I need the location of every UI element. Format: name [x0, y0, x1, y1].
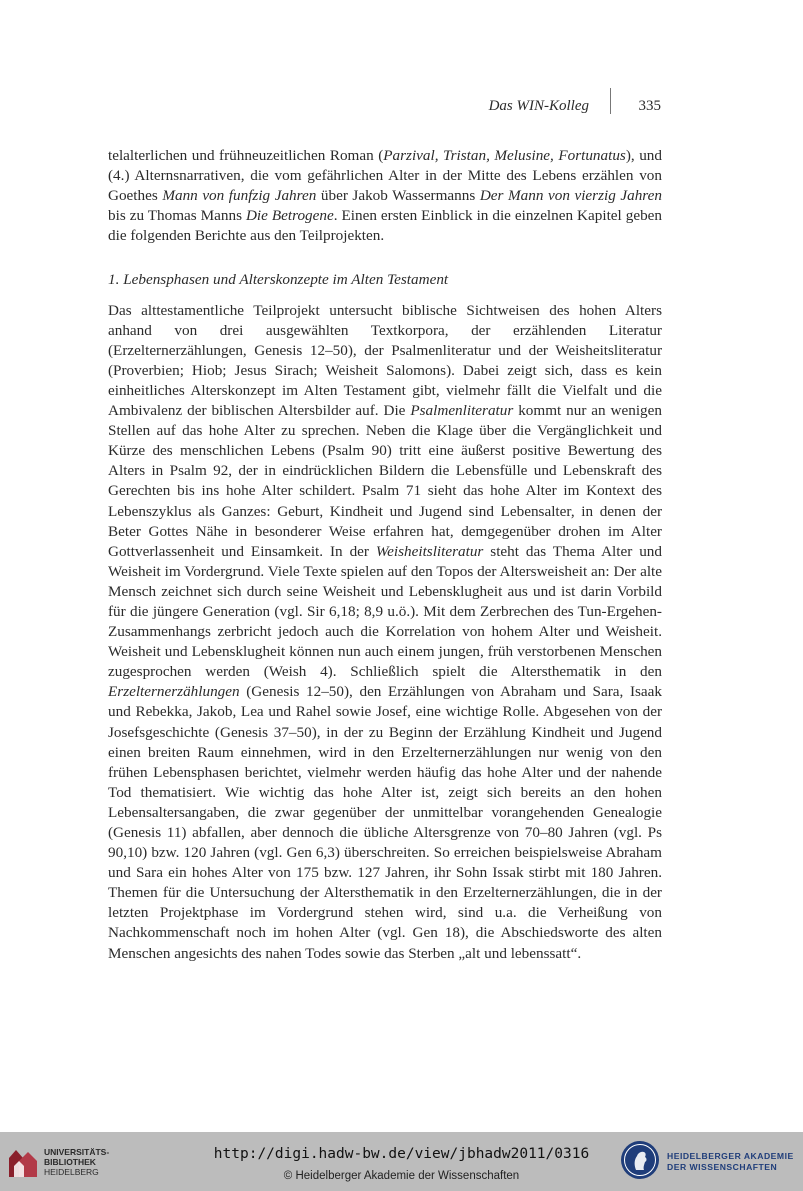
footer-bar	[0, 1132, 803, 1191]
hadw-seal-icon[interactable]	[620, 1140, 660, 1180]
copyright-notice: © Heidelberger Akademie der Wissenschaften	[283, 1170, 520, 1182]
main-paragraph: Das alttestamentliche Teilprojekt untersucht biblische Sichtweisen des hohen Alters anhand von drei ausgewählten Textkorpora, der erzählenden Literatur (Erzelternerzählungen, Genesis 12–50), der Psalmenliteratur und der Weisheitsliteratur (Proverbien; Hiob; Jesus Sirach; Weisheit Salomons). Dabei zeigt sich, dass es kein einheitliches Alterskonzept im Alten Testament gibt, vielmehr fällt die Vielfalt und die Ambivalenz der biblischen Altersbilder auf. Die Psalmenliteratur kommt nur an wenigen Stellen auf das hohe Alter zu sprechen. Neben die Klage über die Vergänglichkeit und Kürze des menschlichen Lebens (Psalm 90) tritt eine äußerst positive Bewertung des Alters in Psalm 92, der in eindrücklichen Bildern die Lebensfülle und Lebenskraft des Gerechten bis ins hohe Alter schildert. Psalm 71 sieht das hohe Alter im Kontext des Lebenszyklus als Ganzes: Geburt, Kindheit und Jugend sind Lebensalter, in denen der Beter Gottes Nähe in besonderer Weise erfahren hat, demgegenüber drohen im Alter Gottverlassenheit und Einsamkeit. In der Weisheitsliteratur steht das Thema Alter und Weisheit im Vordergrund. Viele Texte spielen auf den Topos der Altersweisheit an: Der alte Mensch zeichnet sich durch seine Weisheit und Lebensklugheit aus und ist darin Vorbild für die jüngere Generation (vgl. Sir 6,18; 8,9 u.ö.). Mit dem Zerbrechen des Tun-Ergehen-Zusammenhangs zerbricht jedoch auch die Korrelation von hohem Alter und Weisheit. Weisheit und Lebensklugheit können nun auch einem jungen, früh verstorbenen Menschen zugesprochen werden (Weish 4). Schließlich spielt die Altersthematik in den Erzelternerzählungen (Genesis 12–50), den Erzählungen von Abraham und Sara, Isaak und Rebekka, Jakob, Lea und Rahel sowie Josef, eine wichtige Rolle. Abgesehen von der Josefsgeschichte (Genesis 37–50), in der zu Beginn der Erzählung Kindheit und Jugend einen breiten Raum einnehmen, wird in den Erzelternerzählungen nur wenig von den frühen Lebensphasen berichtet, vielmehr werden häufig das hohe Alter und der nahende Tod thematisiert. Wie wichtig das hohe Alter ist, zeigt sich bereits an den hohen Lebensaltersangaben, die zwar gegenüber der unmittelbar vorangehenden Genealogie (Genesis 11) abfallen, aber dennoch die übliche Altersgrenze von 70–80 Jahren (vgl. Ps 90,10) bzw. 120 Jahren (vgl. Gen 6,3) überschreiten. So erreichen beispielsweise Abraham und Sara ein hohes Alter von 175 bzw. 127 Jahren, ihr Sohn Issak stirbt mit 180 Jahren. Themen für die Untersuchung der Altersthematik in den Erzelternerzählungen, die in der letzten Projektphase im Vordergrund stehen wird, sind u.a. die Verheißung von Nachkommenschaft noch im hohen Alter (vgl. Gen 18), die Abschiedsworte des alten Menschen angesichts des nahen Todes sowie das Sterben „alt und lebenssatt“.	[108, 301, 662, 962]
page-header	[108, 96, 661, 120]
italic-title: Weisheitsliteratur	[375, 542, 484, 560]
header-divider	[610, 88, 611, 114]
academy-name[interactable]: HEIDELBERGER AKADEMIE DER WISSENSCHAFTEN	[667, 1151, 794, 1172]
intro-paragraph: telalterlichen und frühneuzeitlichen Roman (Parzival, Tristan, Melusine, Fortunatus), und (4.) Alternsnarrativen, die vom gefährlichen Alter in der Mitte des Lebens erzählen von Goethes Mann von funfzig Jahren über Jakob Wassermanns Der Mann von vierzig Jahren bis zu Thomas Manns Die Betrogene. Einen ersten Einblick in die einzelnen Kapitel geben die folgenden Berichte aus den Teilprojekten.	[108, 147, 663, 245]
running-title: Das WIN-Kolleg	[488, 98, 589, 114]
italic-title: Die Betrogene	[245, 207, 334, 225]
italic-title: Der Mann von vierzig Jahren	[479, 187, 662, 205]
italic-title: Parzival, Tristan, Melusine, Fortunatus	[383, 147, 626, 164]
italic-title: Erzelternerzählungen	[108, 683, 240, 701]
page-number: 335	[638, 98, 661, 114]
document-url-link[interactable]: http://digi.hadw-bw.de/view/jbhadw2011/0316	[213, 1146, 590, 1162]
italic-title: Mann von funfzig Jahren	[162, 187, 317, 205]
library-name[interactable]: UNIVERSITÄTS- BIBLIOTHEK HEIDELBERG	[44, 1147, 110, 1177]
section-heading: 1. Lebensphasen und Alterskonzepte im Alten Testament	[108, 271, 449, 289]
italic-title: Psalmenliteratur	[410, 402, 514, 420]
page-body	[108, 146, 662, 964]
